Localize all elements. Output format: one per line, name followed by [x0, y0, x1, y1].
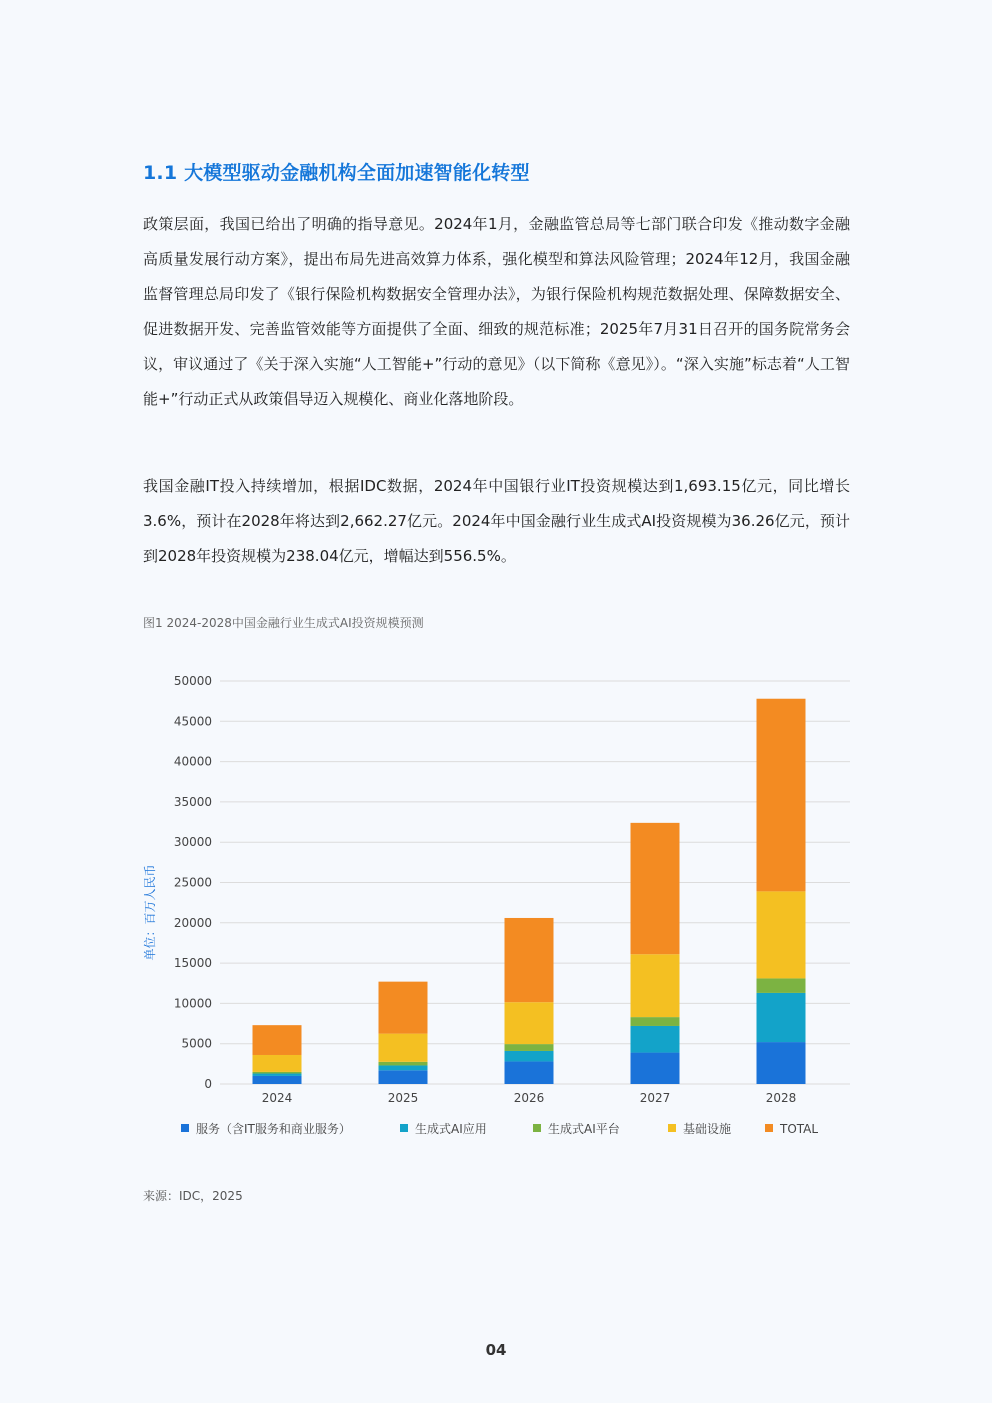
- bar-segment: [379, 1065, 428, 1070]
- x-tick-label: 2027: [639, 1091, 671, 1105]
- y-tick-label: 50000: [173, 674, 212, 688]
- bar-segment: [505, 1051, 554, 1061]
- y-tick-label: 40000: [173, 754, 212, 769]
- bar-segment: [253, 1076, 302, 1084]
- bar-segment: [757, 978, 806, 993]
- y-tick-label: 25000: [173, 875, 212, 890]
- x-tick-label: 2028: [765, 1091, 797, 1105]
- legend-swatch: [765, 1124, 773, 1132]
- legend-swatch: [668, 1124, 676, 1132]
- x-tick-label: 2026: [513, 1091, 545, 1105]
- bar-segment: [757, 699, 806, 892]
- figure-caption: 图1 2024-2028中国金融行业生成式AI投资规模预测: [143, 616, 424, 630]
- bar-segment: [379, 982, 428, 1034]
- bar-segment: [631, 823, 680, 954]
- bar-segment: [631, 1053, 680, 1084]
- stacked-bar-chart: [130, 660, 870, 1160]
- y-tick-label: 35000: [173, 794, 212, 809]
- y-tick-label: 15000: [173, 956, 212, 971]
- y-tick-label: 30000: [173, 835, 212, 850]
- bar-segment: [505, 918, 554, 1002]
- bar-segment: [253, 1072, 302, 1074]
- bar-segment: [379, 1070, 428, 1084]
- bar-segment: [505, 1044, 554, 1051]
- legend-label: 生成式AI应用: [415, 1122, 487, 1136]
- page-number: 04: [485, 1341, 507, 1359]
- y-tick-label: 20000: [173, 915, 212, 930]
- x-tick-label: 2025: [387, 1091, 419, 1105]
- y-tick-label: 5000: [181, 1036, 212, 1051]
- y-axis-label: 单位：百万人民币: [143, 864, 157, 961]
- legend-swatch: [181, 1124, 189, 1132]
- bar-segment: [505, 1061, 554, 1084]
- legend-label: 服务（含IT服务和商业服务）: [196, 1122, 351, 1136]
- legend-label: 生成式AI平台: [548, 1122, 620, 1136]
- y-tick-label: 10000: [173, 996, 212, 1011]
- legend-label: TOTAL: [780, 1122, 819, 1136]
- bar-segment: [757, 1042, 806, 1084]
- bar-segment: [253, 1074, 302, 1076]
- bar-segment: [505, 1002, 554, 1044]
- source-note: 来源：IDC，2025: [143, 1189, 243, 1203]
- x-tick-label: 2024: [261, 1091, 293, 1105]
- legend-label: 基础设施: [683, 1122, 732, 1136]
- bar-segment: [757, 993, 806, 1042]
- policy-paragraph: 政策层面，我国已给出了明确的指导意见。2024年1月，金融监管总局等七部门联合印发《推动数字金融高质量发展行动方案》，提出布局先进高效算力体系，强化模型和算法风险管理；2024年12月，我国金融监督管理总局印发了《银行保险机构数据安全管理办法》，为银行保险机构规范数据处理、保障数据安全、促进数据开发、完善监管效能等方面提供了全面、细致的规范标准；2025年7月31日召开的国务院常务会议，审议通过了《关于深入实施“人工智能+”行动的意见》（以下简称《意见》）。“深入实施”标志着“人工智能+”行动正式从政策倡导迈入规模化、商业化落地阶段。: [143, 215, 850, 408]
- bar-segment: [253, 1025, 302, 1055]
- y-tick-label: 45000: [173, 714, 212, 729]
- investment-paragraph: 我国金融IT投入持续增加，根据IDC数据，2024年中国银行业IT投资规模达到1,693.15亿元，同比增长3.6%，预计在2028年将达到2,662.27亿元。2024年中国金融行业生成式AI投资规模为36.26亿元，预计到2028年投资规模为238.04亿元，增幅达到556.5%。: [143, 477, 850, 565]
- bar-segment: [631, 1017, 680, 1026]
- legend-swatch: [533, 1124, 541, 1132]
- chart-svg: [130, 660, 870, 1160]
- section-title: 1.1 大模型驱动金融机构全面加速智能化转型: [143, 162, 530, 184]
- bar-segment: [253, 1055, 302, 1072]
- bar-segment: [379, 1062, 428, 1066]
- bar-segment: [631, 1026, 680, 1053]
- legend-swatch: [400, 1124, 408, 1132]
- y-tick-label: 0: [204, 1077, 212, 1091]
- bar-segment: [631, 954, 680, 1017]
- bar-segment: [757, 891, 806, 978]
- bar-segment: [379, 1034, 428, 1062]
